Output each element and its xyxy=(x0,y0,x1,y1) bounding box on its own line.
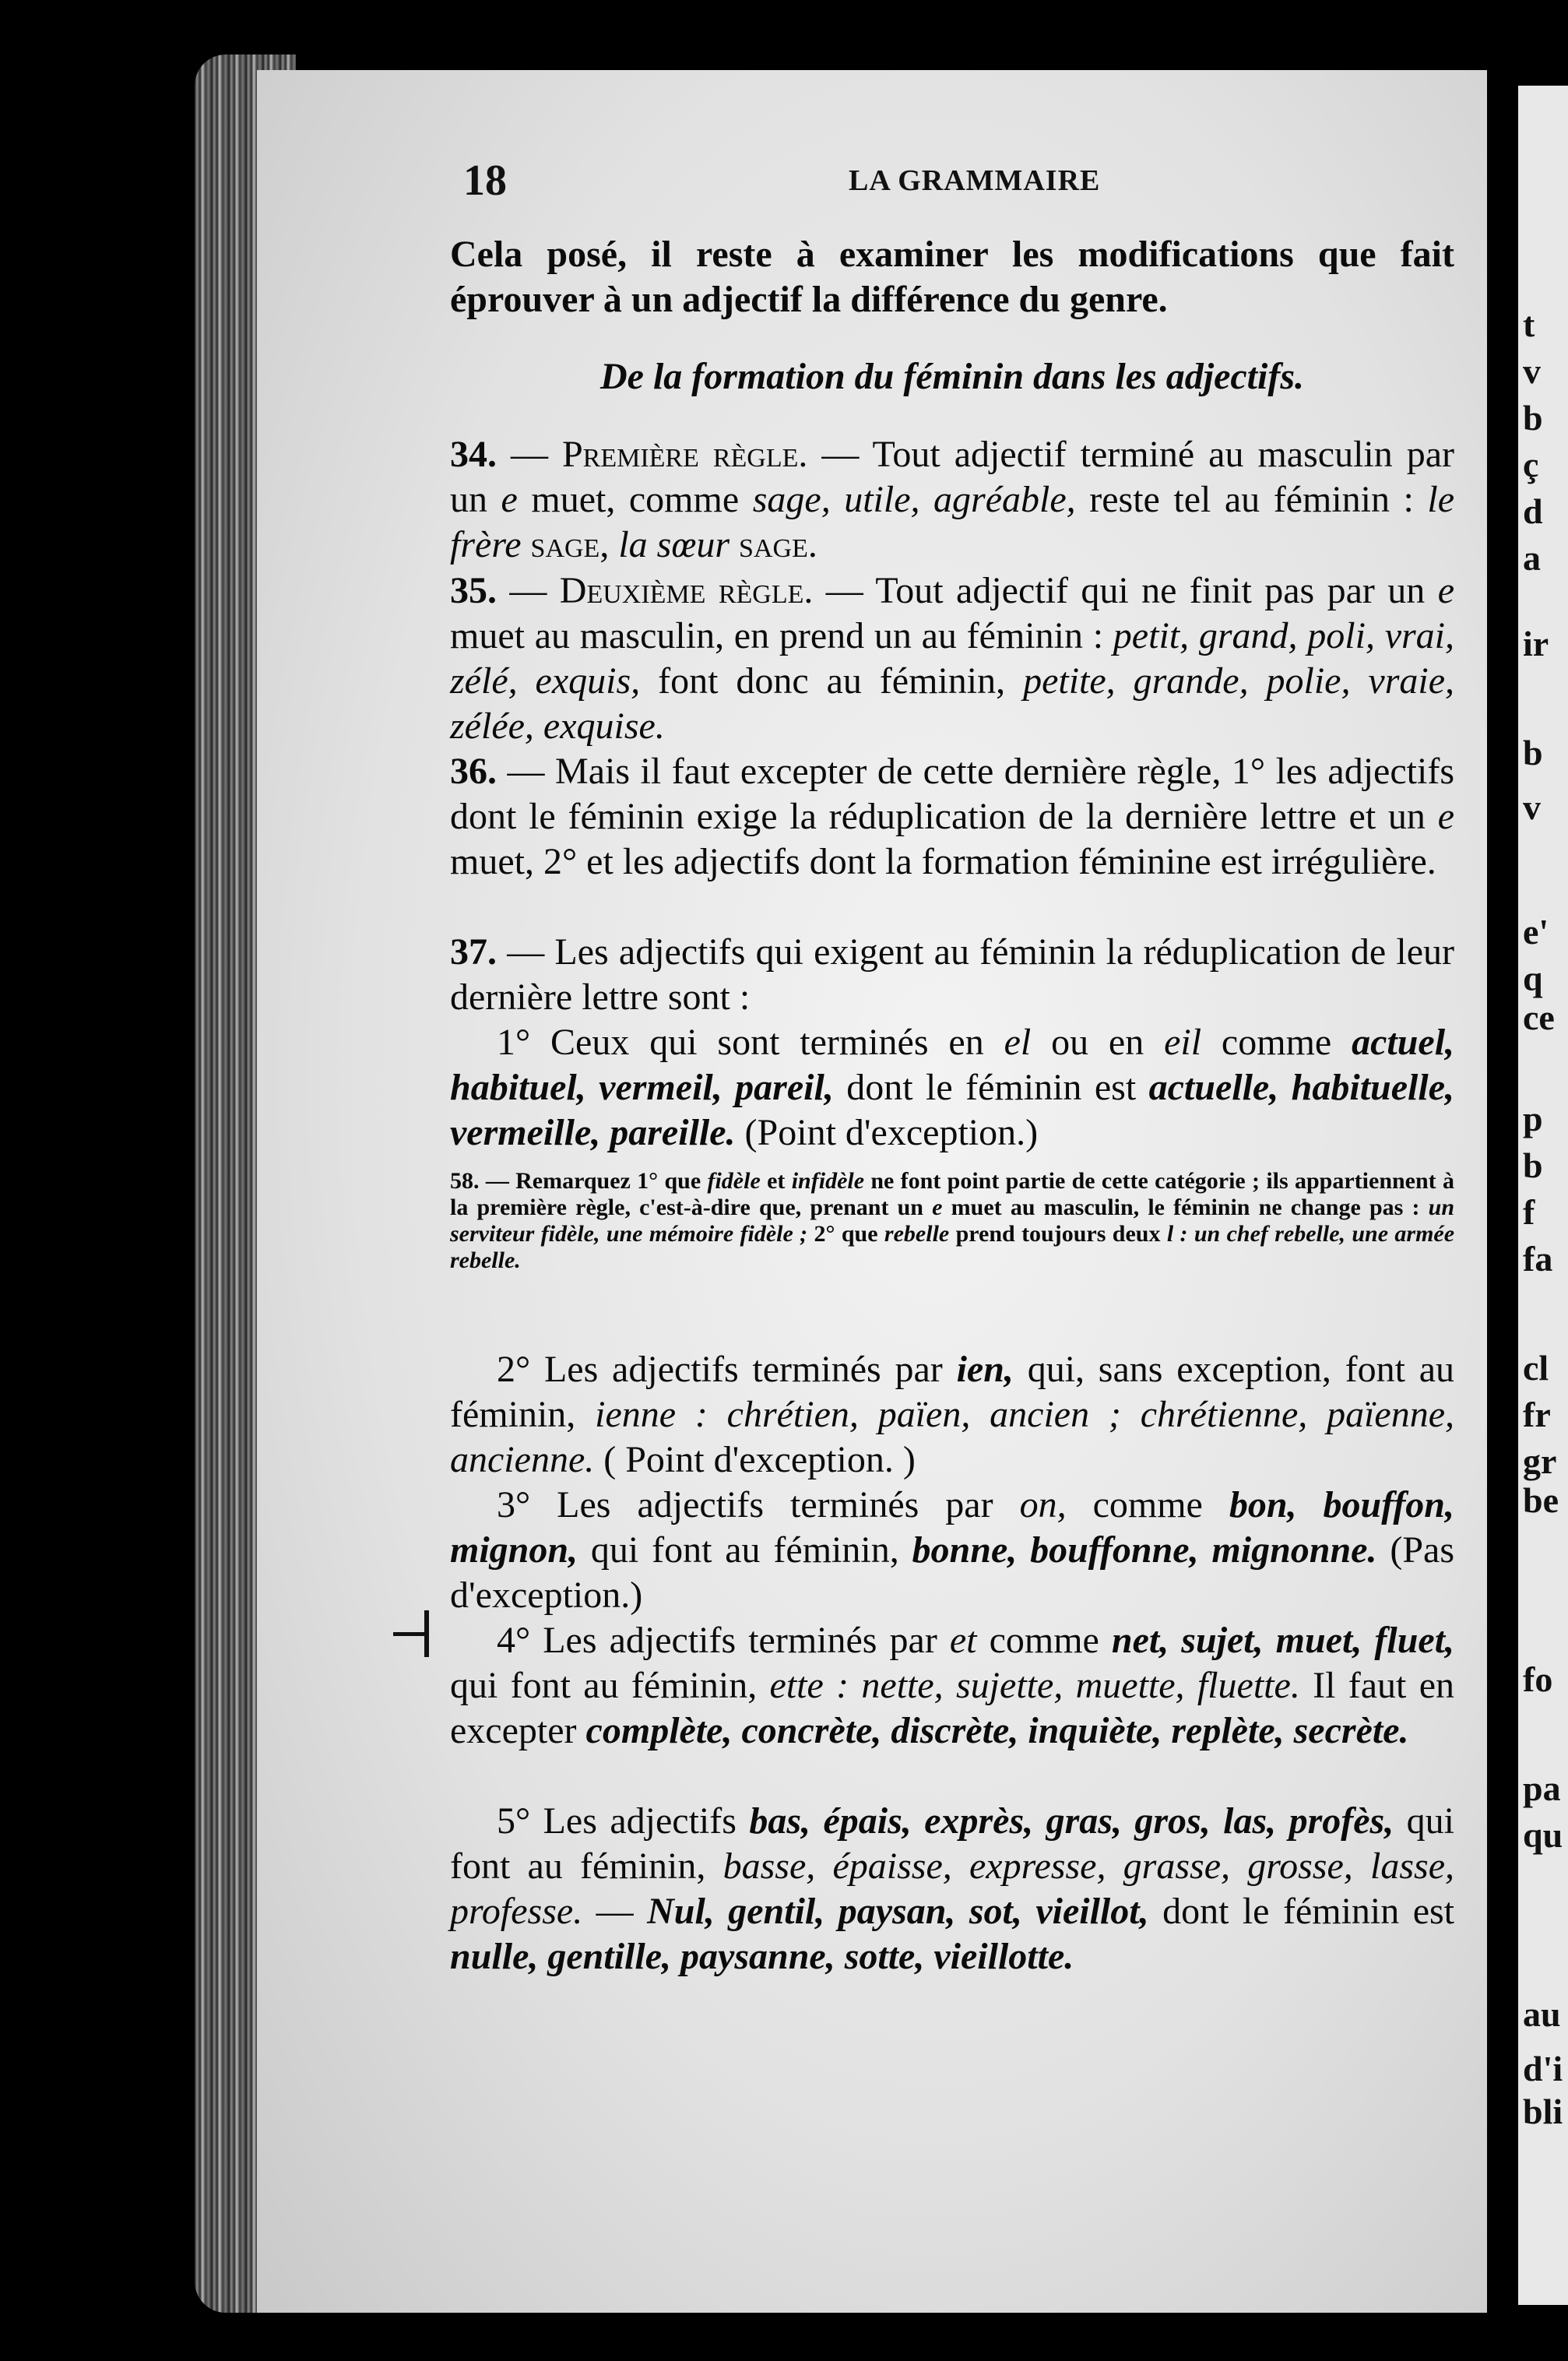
fragment: v xyxy=(1523,787,1541,827)
text: 4° Les adjectifs terminés par xyxy=(497,1620,937,1661)
examples: petite, grande, polie, vraie, zélée, exquise. xyxy=(450,660,1455,747)
letter: e xyxy=(932,1195,943,1220)
fragment: d'i xyxy=(1523,2049,1563,2088)
margin-mark xyxy=(393,1610,448,1657)
section-heading: De la formation du féminin dans les adjectifs. xyxy=(599,356,1305,397)
text: reste tel au féminin : xyxy=(1089,479,1414,520)
text: comme xyxy=(1092,1484,1203,1525)
suffix: el xyxy=(1004,1022,1032,1063)
text: — Remarquez 1° que xyxy=(485,1168,701,1194)
paragraph-37 xyxy=(450,930,1454,1020)
text: ne font point partie de cette catégorie ; ils appartiennent à la première règle, c'est-à-dire que, prenant un xyxy=(450,1168,1454,1220)
text: qui, sans exception, font au féminin, xyxy=(450,1349,1455,1435)
text: 5° Les adjectifs xyxy=(497,1800,737,1842)
paragraph-36 xyxy=(450,749,1454,885)
examples: actuelle, habituelle, vermeille, pareille. xyxy=(450,1067,1455,1153)
paragraph-34 xyxy=(450,432,1454,568)
suffix: eil xyxy=(1164,1022,1202,1063)
mark-bar xyxy=(424,1610,429,1657)
text: 3° Les adjectifs terminés par xyxy=(497,1484,993,1525)
examples: un serviteur fidèle, une mémoire fidèle ; xyxy=(450,1195,1455,1247)
paragraph-number: 36. xyxy=(450,751,497,792)
fragment: b xyxy=(1523,398,1543,438)
examples: net, sujet, muet, fluet, xyxy=(1111,1620,1455,1661)
text: qui font au féminin, xyxy=(450,1665,758,1706)
fragment: qu xyxy=(1523,1815,1563,1855)
text: dont le féminin est xyxy=(846,1067,1137,1108)
page-number: 18 xyxy=(463,157,507,205)
rule-label: — Première règle. xyxy=(510,434,808,475)
examples: actuel, habituel, vermeil, pareil, xyxy=(450,1022,1455,1108)
examples: nulle, gentille, paysanne, sotte, vieillotte. xyxy=(450,1936,1074,1977)
word: infidèle xyxy=(791,1168,865,1194)
letter: e xyxy=(1437,796,1454,837)
examples: bas, épais, exprès, gras, gros, las, profès, xyxy=(749,1800,1394,1842)
running-title: LA GRAMMAIRE xyxy=(849,164,1101,197)
fragment: be xyxy=(1523,1480,1559,1520)
note-58 xyxy=(450,1168,1454,1274)
text: muet au masculin, le féminin ne change pas : xyxy=(951,1195,1420,1220)
fragment: d xyxy=(1523,491,1543,531)
fragment: b xyxy=(1523,1145,1543,1185)
item-4 xyxy=(450,1618,1454,1754)
fragment: e' xyxy=(1523,912,1549,952)
examples: bonne, bouffonne, mignonne. xyxy=(912,1529,1377,1571)
examples: ette : nette, sujette, muette, fluette. xyxy=(769,1665,1300,1706)
examples: complète, concrète, discrète, inquiète, replète, secrète. xyxy=(585,1710,1409,1751)
rule-label: — Deuxième règle. xyxy=(509,570,814,611)
intro-paragraph: Cela posé, il reste à examiner les modifications que fait éprouver à un adjectif la différence du genre. xyxy=(450,234,1454,320)
text: — Tout adjectif qui ne finit pas par un xyxy=(825,570,1426,611)
fragment: a xyxy=(1523,538,1541,578)
text: comme xyxy=(989,1620,1099,1661)
text: qui font au féminin, xyxy=(590,1529,899,1571)
fragment: q xyxy=(1523,959,1543,998)
text: muet, comme xyxy=(531,479,740,520)
fragment: p xyxy=(1523,1099,1543,1138)
note-number: 58. xyxy=(450,1168,480,1194)
examples: Nul, gentil, paysan, sot, vieillot, xyxy=(647,1891,1149,1932)
letter: l : xyxy=(1166,1221,1188,1247)
suffix: ien, xyxy=(956,1349,1014,1390)
letter: e xyxy=(501,479,518,520)
paragraph-37-item-1 xyxy=(450,1020,1454,1156)
fragment: f xyxy=(1523,1192,1535,1232)
examples: un chef rebelle, une armée rebelle. xyxy=(450,1221,1455,1273)
mark-stem xyxy=(393,1632,424,1636)
text: 2° Les adjectifs terminés par xyxy=(497,1349,943,1390)
examples: basse, épaisse, expresse, grasse, grosse, lasse, professe. xyxy=(450,1846,1455,1932)
text: dont le féminin est xyxy=(1162,1891,1455,1932)
small-caps: sage, xyxy=(530,524,610,565)
examples: sage, utile, agréable, xyxy=(752,479,1076,520)
item-3 xyxy=(450,1483,1454,1618)
text: comme xyxy=(1221,1022,1332,1063)
text: — Mais il faut excepter de cette dernière règle, 1° les adjectifs dont le féminin exige la réduplication de la dernière lettre et un xyxy=(450,751,1455,837)
text: Il faut en excepter xyxy=(450,1665,1455,1751)
text: muet au masculin, en prend un au féminin : xyxy=(450,615,1104,656)
text: — xyxy=(596,1891,634,1932)
fragment: fa xyxy=(1523,1239,1553,1279)
fragment: fo xyxy=(1523,1659,1553,1699)
item-5 xyxy=(450,1799,1454,1979)
example: le frère xyxy=(450,479,1455,565)
small-caps: sage. xyxy=(739,524,817,565)
fragment: b xyxy=(1523,733,1543,772)
example: la sœur xyxy=(618,524,730,565)
text: (Point d'exception.) xyxy=(744,1112,1039,1153)
fragment: fr xyxy=(1523,1395,1551,1434)
paragraph-number: 35. xyxy=(450,570,497,611)
examples: petit, grand, poli, vrai, zélé, exquis, xyxy=(450,615,1455,702)
fragment: bli xyxy=(1523,2092,1563,2131)
facing-page-fragment xyxy=(1518,86,1568,2305)
fragment: gr xyxy=(1523,1441,1557,1481)
fragment: t xyxy=(1523,304,1535,344)
fragment: pa xyxy=(1523,1768,1561,1808)
text: — Tout adjectif terminé au masculin par un xyxy=(450,434,1455,520)
fragment: v xyxy=(1523,351,1541,391)
text: font donc au féminin, xyxy=(658,660,1006,702)
text: ou en xyxy=(1051,1022,1144,1063)
text: prend toujours deux xyxy=(955,1221,1161,1247)
text: — Les adjectifs qui exigent au féminin la réduplication de leur dernière lettre sont : xyxy=(450,931,1455,1018)
paragraph-number: 34. xyxy=(450,434,497,475)
fragment: cl xyxy=(1523,1348,1549,1388)
text: et xyxy=(767,1168,786,1194)
fragment: ce xyxy=(1523,998,1555,1037)
text: qui font au féminin, xyxy=(450,1800,1454,1887)
suffix: on, xyxy=(1019,1484,1067,1525)
word: rebelle xyxy=(884,1221,950,1247)
text: ( Point d'exception. ) xyxy=(603,1439,916,1480)
paragraph-number: 37. xyxy=(450,931,497,973)
examples: bon, bouffon, mignon, xyxy=(450,1484,1454,1571)
letter: e xyxy=(1437,570,1455,611)
text: 1° Ceux qui sont terminés en xyxy=(497,1022,984,1063)
examples: ienne : chrétien, païen, ancien ; chrétienne, païenne, ancienne. xyxy=(450,1394,1455,1480)
fragment: ir xyxy=(1523,624,1549,663)
text: 2° que xyxy=(814,1221,878,1247)
fragment: ç xyxy=(1523,445,1539,484)
text: (Pas d'exception.) xyxy=(450,1529,1454,1616)
paragraph-35 xyxy=(450,568,1454,749)
text: muet, 2° et les adjectifs dont la formation féminine est irrégulière. xyxy=(450,841,1436,882)
fragment: au xyxy=(1523,1994,1561,2034)
suffix: et xyxy=(949,1620,977,1661)
item-2 xyxy=(450,1347,1454,1483)
word: fidèle xyxy=(707,1168,761,1194)
